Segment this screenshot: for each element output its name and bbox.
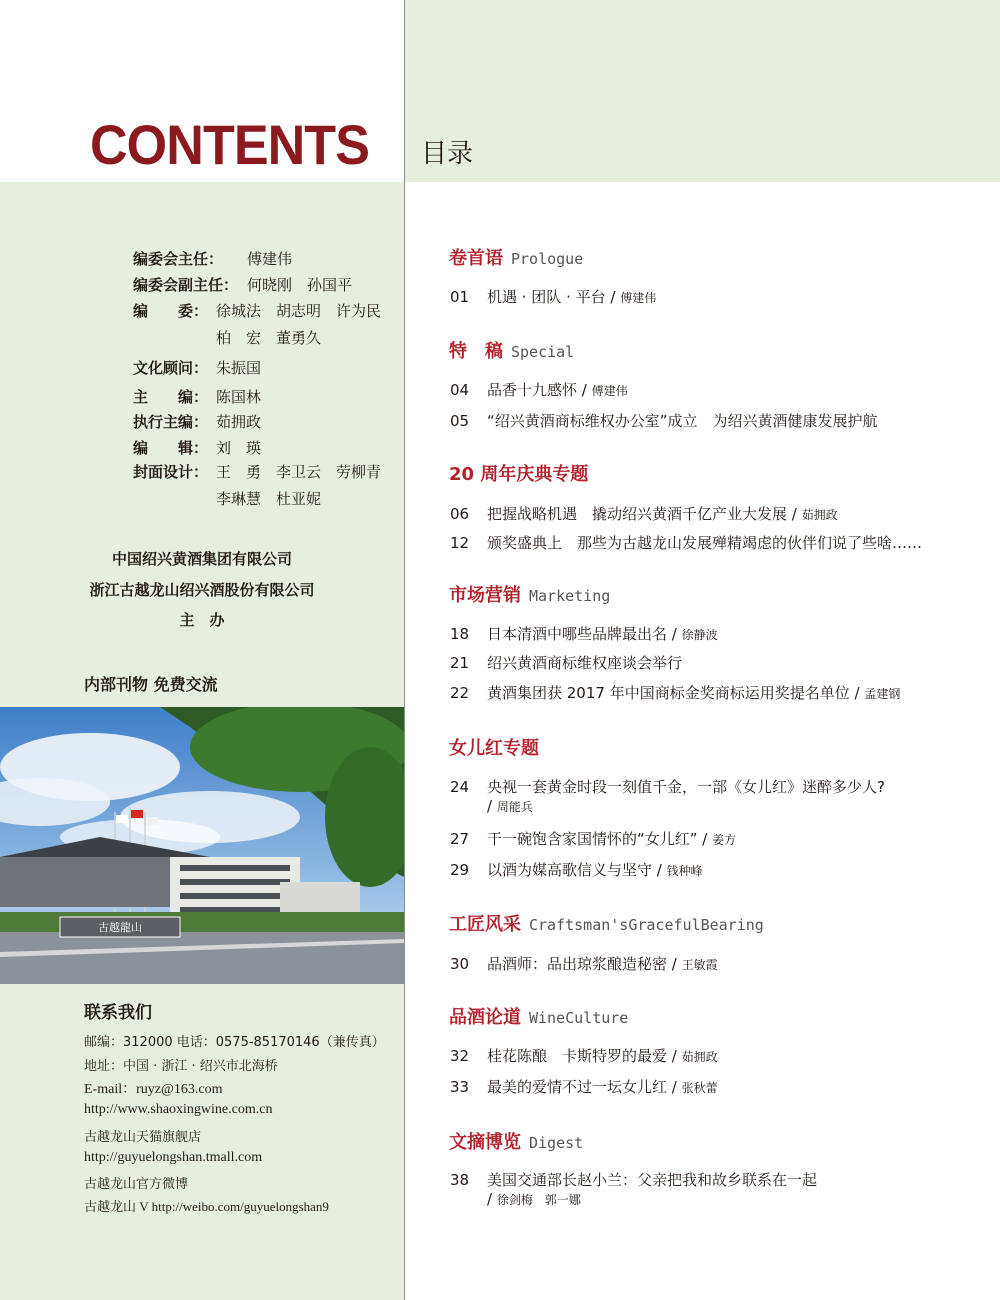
toc-entry[interactable] bbox=[450, 1169, 817, 1190]
toc-entry[interactable] bbox=[450, 776, 885, 797]
article-title: 机遇 · 团队 · 平台 / bbox=[487, 288, 621, 306]
toc-entry[interactable] bbox=[450, 532, 922, 553]
toc-entry[interactable] bbox=[450, 682, 900, 703]
article-title: 桂花陈酿 卡斯特罗的最爱 / bbox=[487, 1047, 682, 1065]
section-heading-special bbox=[449, 337, 574, 363]
article-author: 傅建伟 bbox=[591, 384, 628, 398]
page-number: 01 bbox=[450, 288, 470, 306]
section-heading-digest bbox=[449, 1128, 583, 1154]
contact-weibo-label: 古越龙山官方微博 bbox=[84, 1177, 189, 1192]
editorial-value: 朱振国 bbox=[216, 359, 262, 377]
page-number: 18 bbox=[450, 625, 470, 643]
article-title: 以酒为媒高歌信义与坚守 / bbox=[487, 861, 667, 879]
editorial-value: 王 勇 李卫云 劳柳青 bbox=[216, 463, 382, 481]
contact-address: 地址：中国 · 浙江 · 绍兴市北海桥 bbox=[84, 1059, 278, 1074]
contact-tmall-link[interactable]: http://guyuelongshan.tmall.com bbox=[84, 1150, 263, 1165]
page-number: 29 bbox=[450, 861, 470, 879]
page-number: 21 bbox=[450, 654, 470, 672]
section-subtitle: Special bbox=[511, 343, 575, 361]
toc-entry-author-line: / 周能兵 bbox=[487, 797, 533, 815]
page-number: 05 bbox=[450, 412, 470, 430]
article-title: 品香十九感怀 / bbox=[487, 381, 592, 399]
page-number: 33 bbox=[450, 1078, 470, 1096]
article-author: 王敏霞 bbox=[681, 958, 718, 972]
column-divider bbox=[404, 0, 405, 1300]
toc-entry-author-line: / 徐剑梅 郭一娜 bbox=[487, 1190, 581, 1208]
article-title: “绍兴黄酒商标维权办公室”成立 为绍兴黄酒健康发展护航 bbox=[487, 412, 878, 430]
article-title: 颁奖盛典上 那些为古越龙山发展殚精竭虑的伙伴们说了些啥…… bbox=[487, 534, 923, 552]
section-title: 卷首语 bbox=[449, 248, 503, 269]
page-number: 24 bbox=[450, 778, 470, 796]
section-subtitle: Marketing bbox=[529, 587, 611, 605]
editorial-label: 文化顾问： bbox=[133, 359, 209, 377]
cover-photo bbox=[0, 707, 404, 984]
toc-entry[interactable] bbox=[450, 828, 736, 849]
article-title: 黄酒集团获 2017 年中国商标金奖商标运用奖提名单位 / bbox=[487, 684, 865, 702]
page-number: 04 bbox=[450, 381, 470, 399]
section-title: 特 稿 bbox=[449, 341, 503, 362]
article-title: 央视一套黄金时段一刻值千金，一部《女儿红》迷醉多少人? bbox=[487, 778, 885, 796]
article-title: 日本清酒中哪些品牌最出名 / bbox=[487, 625, 682, 643]
header-right-band bbox=[404, 0, 1000, 182]
section-subtitle: Digest bbox=[529, 1134, 584, 1152]
toc-entry[interactable] bbox=[450, 1076, 718, 1097]
contact-title: 联系我们 bbox=[84, 1003, 152, 1023]
editorial-label: 执行主编： bbox=[133, 413, 209, 431]
editorial-label: 编 委： bbox=[133, 302, 209, 320]
contact-weibo-link[interactable]: 古越龙山 V http://weibo.com/guyuelongshan9 bbox=[84, 1199, 329, 1214]
section-subtitle: Prologue bbox=[511, 250, 584, 268]
mulu-title: 目录 bbox=[421, 139, 474, 169]
article-author: 张秋蕾 bbox=[681, 1081, 718, 1095]
toc-entry[interactable] bbox=[450, 410, 878, 431]
editorial-label: 封面设计： bbox=[133, 463, 209, 481]
article-author: 钱种峰 bbox=[666, 864, 703, 878]
article-title: 把握战略机遇 撬动绍兴黄酒千亿产业大发展 / bbox=[487, 505, 802, 523]
page-number: 32 bbox=[450, 1047, 470, 1065]
toc-entry[interactable] bbox=[450, 953, 718, 974]
section-title: 市场营销 bbox=[449, 585, 521, 606]
section-heading-wine-culture bbox=[449, 1003, 628, 1029]
editorial-value: 柏 宏 董勇久 bbox=[216, 329, 322, 347]
article-author: 姜方 bbox=[712, 833, 737, 847]
article-author: 徐剑梅 郭一娜 bbox=[496, 1193, 581, 1207]
toc-entry[interactable] bbox=[450, 859, 703, 880]
editorial-value: 何晓刚 孙国平 bbox=[247, 276, 353, 294]
article-author: 茹拥政 bbox=[801, 508, 838, 522]
building-photo-illustration bbox=[0, 707, 404, 984]
section-title: 品酒论道 bbox=[449, 1007, 521, 1028]
article-title: 美国交通部长赵小兰：父亲把我和故乡联系在一起 bbox=[487, 1171, 818, 1189]
section-title: 女儿红专题 bbox=[449, 738, 539, 759]
article-author: 傅建伟 bbox=[620, 291, 657, 305]
editorial-label: 主 编： bbox=[133, 388, 209, 406]
contact-email[interactable]: E-mail：ruyz@163.com bbox=[84, 1082, 223, 1097]
section-title: 工匠风采 bbox=[449, 914, 521, 935]
editorial-label: 编 辑： bbox=[133, 439, 209, 457]
article-title: 最美的爱情不过一坛女儿红 / bbox=[487, 1078, 682, 1096]
contact-postcode-phone: 邮编：312000 电话：0575-85170146（兼传真） bbox=[84, 1035, 385, 1050]
contact-website-link[interactable]: http://www.shaoxingwine.com.cn bbox=[84, 1102, 273, 1117]
section-title: 20 周年庆典专题 bbox=[449, 464, 589, 485]
editorial-value: 徐城法 胡志明 许为民 bbox=[216, 302, 382, 320]
page-number: 38 bbox=[450, 1171, 470, 1189]
article-author: 徐静波 bbox=[681, 628, 718, 642]
editorial-value: 傅建伟 bbox=[247, 250, 293, 268]
article-title: 干一碗饱含家国情怀的“女儿红” / bbox=[487, 830, 713, 848]
editorial-label: 编委会主任： bbox=[133, 250, 224, 268]
contact-tmall-label: 古越龙山天猫旗舰店 bbox=[84, 1130, 202, 1145]
editorial-value: 茹拥政 bbox=[216, 413, 262, 431]
page-number: 30 bbox=[450, 955, 470, 973]
article-author: 茹拥政 bbox=[681, 1050, 718, 1064]
toc-entry[interactable] bbox=[450, 652, 682, 673]
page-number: 22 bbox=[450, 684, 470, 702]
internal-note: 内部刊物 免费交流 bbox=[84, 675, 218, 694]
sign-stone-text: 古越龍山 bbox=[98, 921, 142, 934]
toc-entry[interactable] bbox=[450, 623, 718, 644]
toc-entry[interactable] bbox=[450, 379, 628, 400]
editorial-value: 刘 瑛 bbox=[216, 439, 262, 457]
page-number: 12 bbox=[450, 534, 470, 552]
article-title: 绍兴黄酒商标维权座谈会举行 bbox=[487, 654, 683, 672]
contents-title: CONTENTS bbox=[90, 113, 369, 176]
organizer-line: 浙江古越龙山绍兴酒股份有限公司 bbox=[89, 581, 315, 599]
section-subtitle: WineCulture bbox=[529, 1009, 629, 1027]
organizer-line: 中国绍兴黄酒集团有限公司 bbox=[111, 550, 292, 568]
section-heading-marketing bbox=[449, 581, 610, 607]
toc-entry[interactable] bbox=[450, 1045, 718, 1066]
section-heading-craftsman bbox=[449, 910, 764, 936]
editorial-value: 李琳慧 杜亚妮 bbox=[216, 490, 322, 508]
section-heading-nuerhong bbox=[449, 734, 539, 760]
editorial-value: 陈国林 bbox=[216, 388, 262, 406]
section-title: 文摘博览 bbox=[449, 1132, 521, 1153]
section-heading-anniversary bbox=[449, 460, 588, 486]
editorial-label: 编委会副主任： bbox=[133, 276, 239, 294]
page-number: 27 bbox=[450, 830, 470, 848]
article-author: 周能兵 bbox=[496, 800, 533, 814]
toc-entry[interactable] bbox=[450, 286, 656, 307]
organizer-line: 主 办 bbox=[179, 611, 225, 629]
article-title: 品酒师：品出琼浆酿造秘密 / bbox=[487, 955, 682, 973]
page-number: 06 bbox=[450, 505, 470, 523]
section-heading-prologue bbox=[449, 244, 583, 270]
toc-entry[interactable] bbox=[450, 503, 838, 524]
section-subtitle: Craftsman'sGracefulBearing bbox=[529, 916, 764, 934]
article-author: 孟建钢 bbox=[864, 687, 901, 701]
